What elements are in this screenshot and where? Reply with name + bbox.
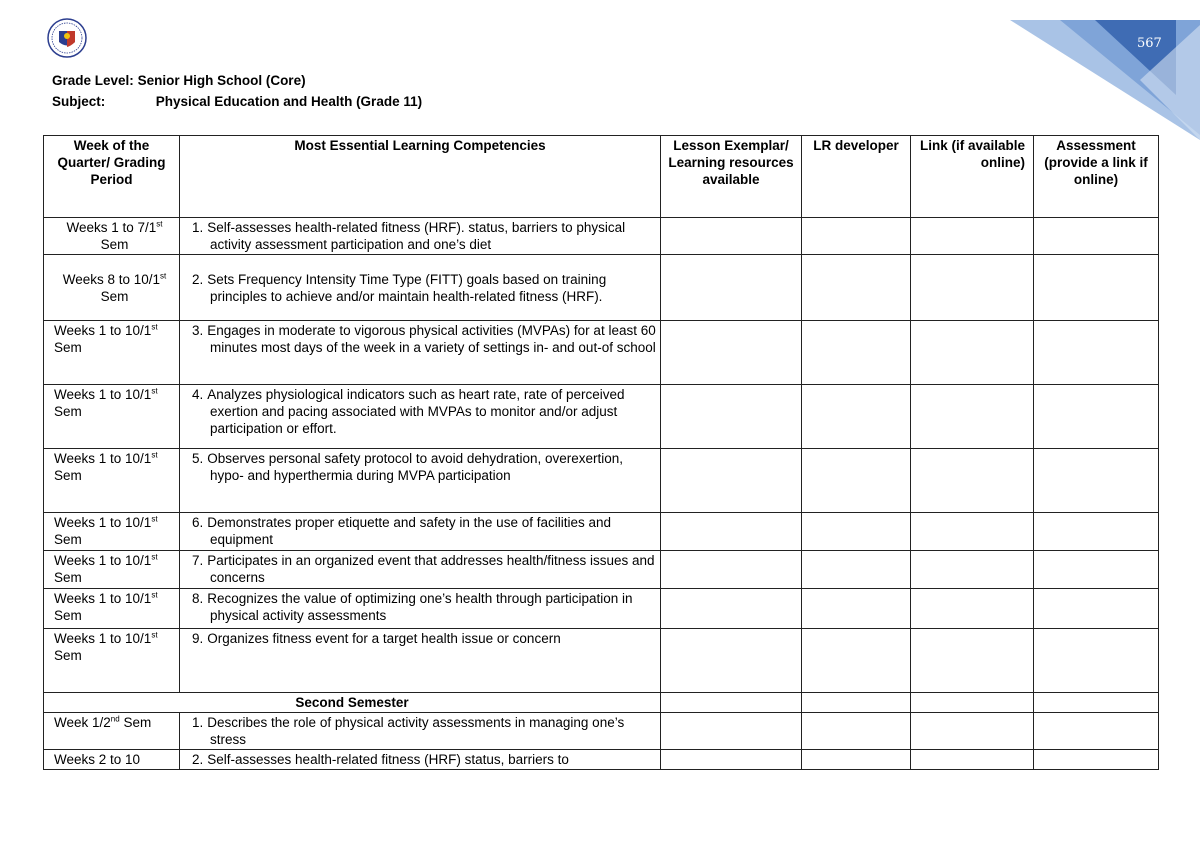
week-cell [44, 713, 180, 750]
empty-cell [911, 693, 1034, 713]
week-suffix: st [160, 271, 167, 280]
competency-text: Engages in moderate to vigorous physical activities (MVPAs) for at least 60 minutes most days of the week in a variety of settings in- and out-of school [207, 323, 656, 355]
table-row [44, 255, 1159, 321]
week-tail: Sem [54, 570, 82, 585]
week-tail: Sem [100, 288, 129, 304]
semester-row [44, 693, 1159, 713]
week-text: Weeks 1 to 10/1 [54, 323, 152, 338]
corner-decoration [1000, 0, 1200, 140]
table-row [44, 551, 1159, 589]
competency-text: Observes personal safety protocol to avoid dehydration, overexertion, hypo- and hyperthermia during MVPA participation [207, 451, 623, 483]
assessment-cell [1034, 449, 1159, 513]
table-row [44, 321, 1159, 385]
competency-cell [180, 255, 661, 321]
lesson-cell [661, 629, 802, 693]
link-cell [911, 629, 1034, 693]
week-cell [44, 513, 180, 551]
week-suffix: st [151, 322, 158, 332]
table-row [44, 629, 1159, 693]
week-text: Weeks 1 to 10/1 [54, 553, 152, 568]
week-text: Week 1/2 [54, 715, 111, 730]
lesson-cell [661, 750, 802, 770]
week-suffix: st [151, 514, 158, 524]
lr-cell [802, 385, 911, 449]
table-header-row [44, 136, 1159, 218]
week-text: Weeks 1 to 10/1 [54, 387, 152, 402]
competency-number: 2. [192, 752, 204, 767]
lr-cell [802, 513, 911, 551]
empty-cell [802, 693, 911, 713]
lesson-cell [661, 321, 802, 385]
week-cell [44, 385, 180, 449]
lr-cell [802, 255, 911, 321]
assessment-cell [1034, 513, 1159, 551]
competency-text: Demonstrates proper etiquette and safety in the use of facilities and equipment [207, 515, 611, 547]
week-text: Weeks 1 to 10/1 [54, 631, 152, 646]
competency-text: Describes the role of physical activity assessments in managing one’s stress [207, 715, 625, 747]
competency-text: Recognizes the value of optimizing one’s health through participation in physical activity assessments [207, 591, 633, 623]
deped-seal-icon [47, 18, 87, 58]
lesson-cell [661, 218, 802, 255]
week-tail: Sem [54, 468, 82, 483]
week-suffix: st [156, 219, 163, 229]
competency-text: Sets Frequency Intensity Time Type (FITT) goals based on training principles to achieve and/or maintain health-related fitness (HRF). [207, 271, 607, 304]
week-tail: Sem [54, 608, 82, 623]
competency-number: 8. [192, 591, 204, 606]
link-cell [911, 449, 1034, 513]
week-suffix: st [151, 386, 158, 396]
lr-cell [802, 589, 911, 629]
table-row [44, 513, 1159, 551]
competency-text: Self-assesses health-related fitness (HRF). status, barriers to physical activity assessment participation and one’s diet [207, 220, 626, 252]
assessment-cell [1034, 589, 1159, 629]
competency-cell [180, 750, 661, 770]
competency-cell [180, 385, 661, 449]
second-semester-heading: Second Semester [44, 693, 661, 713]
week-suffix: st [151, 630, 158, 640]
link-cell [911, 513, 1034, 551]
subject-value: Physical Education and Health (Grade 11) [155, 94, 423, 109]
week-suffix: st [151, 590, 158, 600]
lesson-cell [661, 449, 802, 513]
table-row [44, 449, 1159, 513]
empty-cell [1034, 693, 1159, 713]
week-text: Weeks 1 to 10/1 [54, 515, 152, 530]
competency-text: Organizes fitness event for a target health issue or concern [207, 631, 561, 646]
competency-number: 4. [192, 387, 204, 402]
week-cell [44, 551, 180, 589]
subject-label: Subject: [52, 94, 106, 109]
lesson-cell [661, 589, 802, 629]
week-tail: Sem [54, 340, 82, 355]
competency-cell [180, 589, 661, 629]
grade-level-value: Senior High School (Core) [137, 73, 306, 88]
competency-cell [180, 713, 661, 750]
lr-cell [802, 551, 911, 589]
table-row [44, 713, 1159, 750]
header-lr: LR developer [802, 136, 911, 218]
lesson-cell [661, 713, 802, 750]
competency-cell [180, 629, 661, 693]
competency-cell [180, 449, 661, 513]
table-row [44, 385, 1159, 449]
competency-text: Self-assesses health-related fitness (HRF) status, barriers to [207, 752, 569, 767]
assessment-cell [1034, 750, 1159, 770]
assessment-cell [1034, 629, 1159, 693]
week-suffix: nd [110, 714, 120, 724]
competency-number: 9. [192, 631, 204, 646]
link-cell [911, 218, 1034, 255]
week-cell [44, 255, 180, 321]
competency-cell [180, 321, 661, 385]
lr-cell [802, 321, 911, 385]
lr-cell [802, 750, 911, 770]
lr-cell [802, 629, 911, 693]
table-row [44, 589, 1159, 629]
competency-number: 6. [192, 515, 204, 530]
competency-number: 2. [192, 271, 204, 287]
week-tail: Sem [54, 648, 82, 663]
header-week: Week of the Quarter/ Grading Period [44, 136, 180, 218]
week-cell [44, 321, 180, 385]
competency-text: Participates in an organized event that addresses health/fitness issues and concerns [207, 553, 655, 585]
link-cell [911, 385, 1034, 449]
competency-cell [180, 513, 661, 551]
competency-number: 1. [192, 715, 204, 730]
competency-number: 5. [192, 451, 204, 466]
week-text: Weeks 8 to 10/1 [62, 271, 161, 287]
competency-cell [180, 551, 661, 589]
link-cell [911, 551, 1034, 589]
assessment-cell [1034, 321, 1159, 385]
link-cell [911, 750, 1034, 770]
lr-cell [802, 449, 911, 513]
week-suffix: st [151, 450, 158, 460]
header-melc: Most Essential Learning Competencies [180, 136, 661, 218]
empty-cell [661, 693, 802, 713]
assessment-cell [1034, 551, 1159, 589]
table-row [44, 218, 1159, 255]
competency-number: 7. [192, 553, 204, 568]
link-cell [911, 713, 1034, 750]
assessment-cell [1034, 255, 1159, 321]
grade-level-line [52, 73, 306, 88]
week-tail: Sem [54, 404, 82, 419]
lr-cell [802, 713, 911, 750]
competency-number: 3. [192, 323, 204, 338]
week-text: Weeks 1 to 10/1 [54, 451, 152, 466]
lr-cell [802, 218, 911, 255]
assessment-cell [1034, 218, 1159, 255]
link-cell [911, 255, 1034, 321]
week-cell [44, 449, 180, 513]
assessment-cell [1034, 713, 1159, 750]
competency-cell [180, 218, 661, 255]
header-assessment: Assessment (provide a link if online) [1034, 136, 1159, 218]
week-cell [44, 589, 180, 629]
week-tail: Sem [100, 237, 129, 252]
link-cell [911, 589, 1034, 629]
competency-text: Analyzes physiological indicators such as heart rate, rate of perceived exertion and pacing associated with MVPAs to monitor and/or adjust participation or effort. [207, 387, 625, 436]
week-cell [44, 218, 180, 255]
assessment-cell [1034, 385, 1159, 449]
link-cell [911, 321, 1034, 385]
grade-level-label: Grade Level: [52, 73, 134, 88]
header-link: Link (if available online) [911, 136, 1034, 218]
lesson-cell [661, 513, 802, 551]
week-text: Weeks 2 to 10 [54, 752, 141, 767]
competency-number: 1. [192, 220, 204, 235]
week-text: Weeks 1 to 10/1 [54, 591, 152, 606]
week-cell [44, 750, 180, 770]
header-lesson: Lesson Exemplar/ Learning resources available [661, 136, 802, 218]
week-tail: Sem [119, 715, 152, 730]
melc-table [43, 135, 1159, 770]
week-text: Weeks 1 to 7/1 [66, 220, 157, 235]
page-number: 567 [1137, 36, 1162, 51]
lesson-cell [661, 551, 802, 589]
table-row [44, 750, 1159, 770]
subject-line [52, 94, 422, 109]
lesson-cell [661, 385, 802, 449]
week-cell [44, 629, 180, 693]
lesson-cell [661, 255, 802, 321]
week-tail: Sem [54, 532, 82, 547]
week-suffix: st [151, 552, 158, 562]
